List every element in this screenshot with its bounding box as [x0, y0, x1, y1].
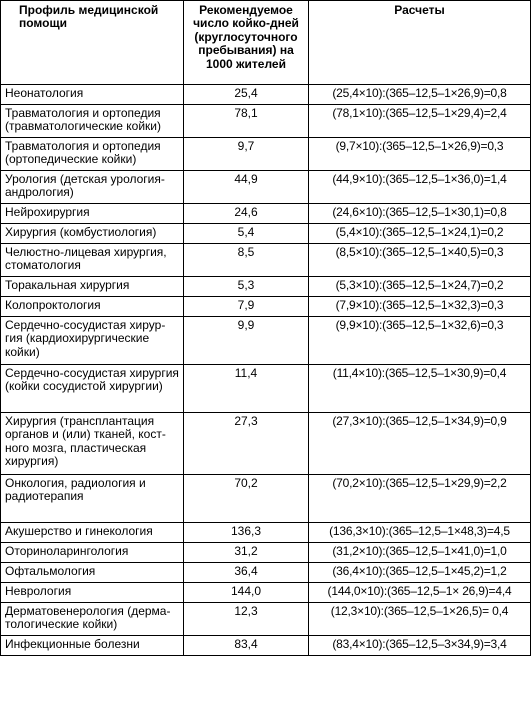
cell-recommended-value: 11,4 [184, 365, 309, 413]
cell-recommended-value: 8,5 [184, 244, 309, 277]
cell-recommended-value: 25,4 [184, 85, 309, 105]
cell-profile: Челюстно-лицевая хирургия, стоматология [1, 244, 184, 277]
cell-calculation: (8,5×10):(365–12,5–1×40,5)=0,3 [309, 244, 531, 277]
cell-recommended-value: 70,2 [184, 475, 309, 523]
cell-profile: Сердечно-сосудистая хирургия (койки сосудистой хирургии) [1, 365, 184, 413]
cell-calculation: (12,3×10):(365–12,5–1×26,5)= 0,4 [309, 603, 531, 636]
cell-calculation: (44,9×10):(365–12,5–1×36,0)=1,4 [309, 171, 531, 204]
table-row [1, 583, 531, 603]
cell-profile: Акушерство и гинекология [1, 523, 184, 543]
cell-profile: Хирургия (трансплантация органов и (или) тканей, кост-ного мозга, пластическая хирургия) [1, 413, 184, 475]
cell-calculation: (7,9×10):(365–12,5–1×32,3)=0,3 [309, 297, 531, 317]
cell-calculation: (36,4×10):(365–12,5–1×45,2)=1,2 [309, 563, 531, 583]
cell-calculation: (9,9×10):(365–12,5–1×32,6)=0,3 [309, 317, 531, 365]
cell-recommended-value: 36,4 [184, 563, 309, 583]
table-row [1, 277, 531, 297]
table-row [1, 413, 531, 475]
cell-calculation: (31,2×10):(365–12,5–1×41,0)=1,0 [309, 543, 531, 563]
cell-calculation: (25,4×10):(365–12,5–1×26,9)=0,8 [309, 85, 531, 105]
header-calculations: Расчеты [309, 1, 531, 85]
table-row [1, 317, 531, 365]
cell-recommended-value: 136,3 [184, 523, 309, 543]
cell-calculation: (27,3×10):(365–12,5–1×34,9)=0,9 [309, 413, 531, 475]
cell-calculation: (78,1×10):(365–12,5–1×29,4)=2,4 [309, 105, 531, 138]
cell-calculation: (136,3×10):(365–12,5–1×48,3)=4,5 [309, 523, 531, 543]
cell-profile: Травматология и ортопедия (ортопедические койки) [1, 138, 184, 171]
table-row [1, 636, 531, 656]
cell-profile: Неонатология [1, 85, 184, 105]
table-row [1, 365, 531, 413]
cell-calculation: (11,4×10):(365–12,5–1×30,9)=0,4 [309, 365, 531, 413]
table-row [1, 171, 531, 204]
cell-calculation: (5,3×10):(365–12,5–1×24,7)=0,2 [309, 277, 531, 297]
cell-recommended-value: 44,9 [184, 171, 309, 204]
cell-recommended-value: 5,4 [184, 224, 309, 244]
table-row [1, 105, 531, 138]
table-row [1, 297, 531, 317]
cell-profile: Колопроктология [1, 297, 184, 317]
cell-recommended-value: 144,0 [184, 583, 309, 603]
cell-recommended-value: 9,9 [184, 317, 309, 365]
table-row [1, 138, 531, 171]
cell-profile: Оториноларингология [1, 543, 184, 563]
cell-profile: Офтальмология [1, 563, 184, 583]
table-row [1, 85, 531, 105]
cell-recommended-value: 31,2 [184, 543, 309, 563]
cell-profile: Сердечно-сосудистая хирур-гия (кардиохирургические койки) [1, 317, 184, 365]
header-recommended: Рекомендуемое число койко-дней (круглосуточного пребывания) на 1000 жителей [184, 1, 309, 85]
table-row [1, 523, 531, 543]
cell-calculation: (144,0×10):(365–12,5–1× 26,9)=4,4 [309, 583, 531, 603]
cell-profile: Урология (детская урология-андрология) [1, 171, 184, 204]
table-row [1, 204, 531, 224]
cell-recommended-value: 5,3 [184, 277, 309, 297]
cell-recommended-value: 83,4 [184, 636, 309, 656]
cell-profile: Травматология и ортопедия (травматологические койки) [1, 105, 184, 138]
header-profile: Профиль медицинской помощи [1, 1, 184, 85]
table-row [1, 224, 531, 244]
table-row [1, 603, 531, 636]
table-row [1, 475, 531, 523]
cell-calculation: (24,6×10):(365–12,5–1×30,1)=0,8 [309, 204, 531, 224]
cell-recommended-value: 78,1 [184, 105, 309, 138]
cell-calculation: (5,4×10):(365–12,5–1×24,1)=0,2 [309, 224, 531, 244]
cell-recommended-value: 24,6 [184, 204, 309, 224]
cell-recommended-value: 12,3 [184, 603, 309, 636]
cell-profile: Хирургия (комбустиология) [1, 224, 184, 244]
cell-recommended-value: 9,7 [184, 138, 309, 171]
cell-profile: Дерматовенерология (дерма-тологические койки) [1, 603, 184, 636]
cell-profile: Онкология, радиология и радиотерапия [1, 475, 184, 523]
cell-profile: Неврология [1, 583, 184, 603]
cell-profile: Торакальная хирургия [1, 277, 184, 297]
cell-calculation: (70,2×10):(365–12,5–1×29,9)=2,2 [309, 475, 531, 523]
cell-profile: Инфекционные болезни [1, 636, 184, 656]
table-row [1, 543, 531, 563]
cell-calculation: (9,7×10):(365–12,5–1×26,9)=0,3 [309, 138, 531, 171]
table-row [1, 563, 531, 583]
cell-calculation: (83,4×10):(365–12,5–3×34,9)=3,4 [309, 636, 531, 656]
table-header-row [1, 1, 531, 85]
cell-recommended-value: 7,9 [184, 297, 309, 317]
table-row [1, 244, 531, 277]
cell-recommended-value: 27,3 [184, 413, 309, 475]
cell-profile: Нейрохирургия [1, 204, 184, 224]
